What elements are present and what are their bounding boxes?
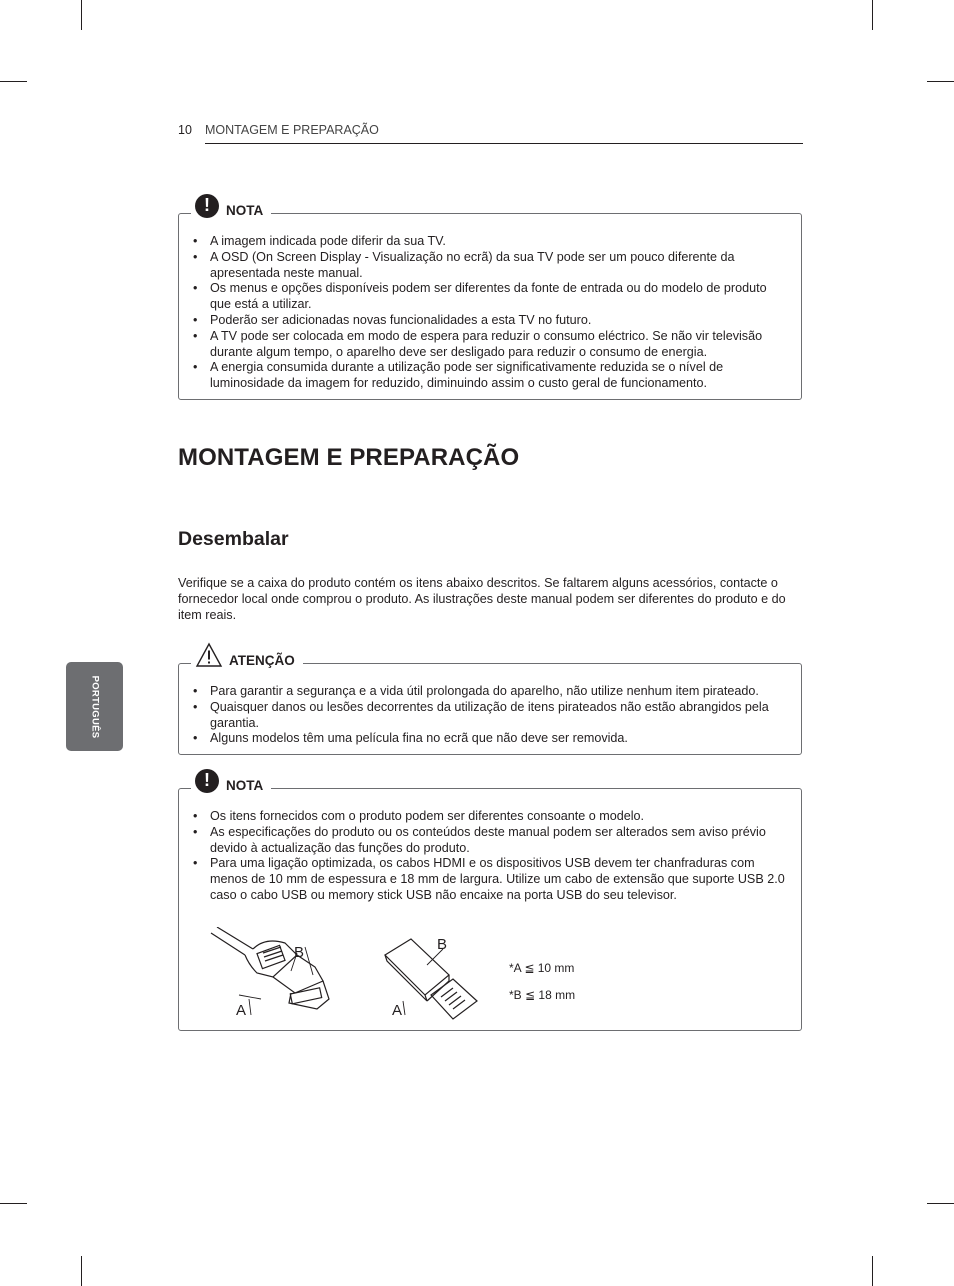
spec-a: *A ≦ 10 mm (509, 961, 575, 975)
crop-mark (872, 1256, 873, 1286)
note-label (191, 195, 271, 218)
list-item: • Quaisquer danos ou lesões decorrentes da utilização de itens pirateados não estão abrangidos pela garantia. (193, 700, 791, 732)
warning-triangle-icon (195, 642, 223, 668)
dimension-label-b: B (437, 936, 448, 953)
list-item: • Os itens fornecidos com o produto podem ser diferentes consoante o modelo. (193, 809, 791, 825)
note-box (178, 195, 802, 400)
list-item: • A OSD (On Screen Display - Visualização no ecrã) da sua TV pode ser um pouco diferente da apresentada neste manual. (193, 250, 791, 282)
hdmi-connector-illustration (205, 927, 335, 1027)
caution-label (191, 653, 303, 668)
list-item: • A energia consumida durante a utilização pode ser significativamente reduzida se o nível de luminosidade da imagem for reduzido, diminuindo assim o custo geral de funcionamento. (193, 360, 791, 392)
caution-label-text: ATENÇÃO (229, 653, 295, 668)
intro-paragraph: Verifique se a caixa do produto contém os itens abaixo descritos. Se faltarem alguns acessórios, contacte o fornecedor local onde comprou o produto. As ilustrações deste manual podem ser diferentes do produto e do item reais. (178, 576, 786, 622)
running-header: MONTAGEM E PREPARAÇÃO (205, 123, 379, 137)
note-label-text: NOTA (226, 203, 264, 218)
exclamation-circle-icon: ! (195, 769, 219, 793)
crop-mark (0, 81, 27, 82)
exclamation-circle-icon: ! (195, 194, 219, 218)
section-title: Desembalar (178, 528, 289, 550)
note-list (193, 234, 791, 392)
list-item: • Para uma ligação optimizada, os cabos HDMI e os dispositivos USB devem ter chanfraduras com menos de 10 mm de espessura e 18 mm de largura. Utilize um cabo de extensão que suporte USB 2.0 caso o cabo USB ou memory stick USB não encaixe na porta USB do seu televisor. (193, 856, 791, 903)
list-item: • Poderão ser adicionadas novas funcionalidades a esta TV no futuro. (193, 313, 791, 329)
crop-mark (927, 81, 954, 82)
language-tab (66, 662, 123, 751)
dimension-label-a: A (236, 1002, 247, 1019)
note-label (191, 770, 271, 793)
crop-mark (0, 1203, 27, 1204)
note-list (193, 809, 791, 904)
list-item: • A imagem indicada pode diferir da sua TV. (193, 234, 791, 250)
dimension-label-a: A (392, 1002, 403, 1019)
list-item: • As especificações do produto ou os conteúdos deste manual podem ser alterados sem aviso prévio devido à actualização das funções do produto. (193, 825, 791, 857)
caution-box (178, 653, 802, 755)
crop-mark (927, 1203, 954, 1204)
header-rule (205, 143, 803, 144)
crop-mark (81, 1256, 82, 1286)
page-number: 10 (178, 123, 192, 137)
list-item: • Alguns modelos têm uma película fina no ecrã que não deve ser removida. (193, 731, 791, 747)
list-item: • A TV pode ser colocada em modo de espera para reduzir o consumo eléctrico. Se não vir televisão durante algum tempo, o aparelho deve ser desligado para reduzir o consumo de energia. (193, 329, 791, 361)
language-tab-label: PORTUGUÊS (89, 675, 100, 738)
note-box (178, 770, 802, 1031)
dimension-label-b: B (294, 944, 305, 961)
list-item: • Os menus e opções disponíveis podem ser diferentes da fonte de entrada ou do modelo de produto que está a utilizar. (193, 281, 791, 313)
crop-mark (81, 0, 82, 30)
list-item: • Para garantir a segurança e a vida útil prolongada do aparelho, não utilize nenhum item pirateado. (193, 684, 791, 700)
spec-b: *B ≦ 18 mm (509, 988, 576, 1002)
page-title: MONTAGEM E PREPARAÇÃO (178, 444, 520, 471)
note-label-text: NOTA (226, 778, 264, 793)
crop-mark (872, 0, 873, 30)
caution-list (193, 684, 791, 747)
